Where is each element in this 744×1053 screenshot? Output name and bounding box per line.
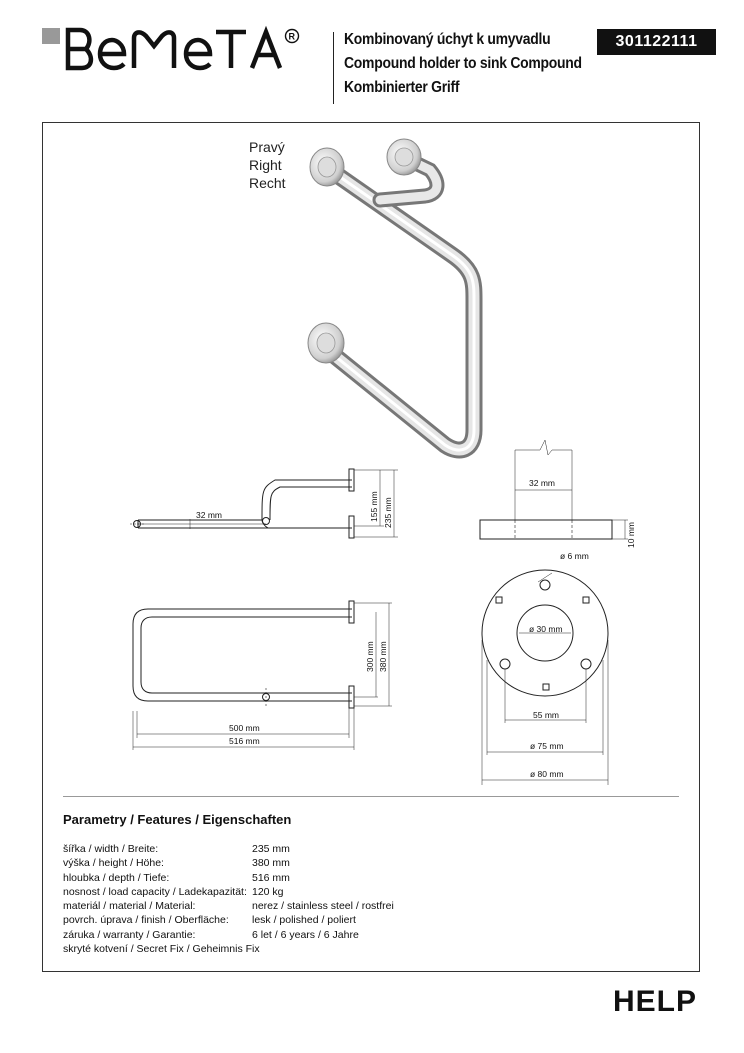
title-de: Kombinierter Griff bbox=[344, 79, 460, 96]
flange-side-view bbox=[480, 440, 628, 539]
title-en: Compound holder to sink Compound bbox=[344, 55, 582, 72]
variant-de: Recht bbox=[249, 175, 286, 191]
dim-300: 300 mm bbox=[365, 641, 375, 672]
flange-front-view bbox=[482, 570, 608, 785]
feature-value: 380 mm bbox=[252, 857, 290, 870]
dim-75: ø 75 mm bbox=[530, 741, 564, 751]
dim-30: ø 30 mm bbox=[529, 624, 563, 634]
svg-text:R: R bbox=[288, 31, 295, 42]
feature-row bbox=[63, 871, 394, 885]
features-table bbox=[63, 842, 394, 956]
feature-row bbox=[63, 842, 394, 856]
feature-value: 120 kg bbox=[252, 885, 284, 898]
feature-key: hloubka / depth / Tiefe: bbox=[63, 871, 170, 884]
dim-32-side: 32 mm bbox=[196, 510, 222, 520]
side-view bbox=[130, 469, 398, 538]
top-view bbox=[133, 601, 392, 750]
feature-row bbox=[63, 928, 394, 942]
feature-key: skryté kotvení / Secret Fix / Geheimnis Fix bbox=[63, 943, 260, 956]
feature-row bbox=[63, 885, 394, 899]
dim-80: ø 80 mm bbox=[530, 769, 564, 779]
title-cz: Kombinovaný úchyt k umyvadlu bbox=[344, 31, 551, 48]
features-divider bbox=[63, 796, 679, 797]
dim-380: 380 mm bbox=[378, 641, 388, 672]
feature-key: povrch. úprava / finish / Oberfläche: bbox=[63, 914, 229, 927]
dim-516: 516 mm bbox=[229, 736, 260, 746]
dim-10: 10 mm bbox=[626, 522, 636, 548]
dim-6: ø 6 mm bbox=[560, 551, 589, 561]
feature-value: 235 mm bbox=[252, 843, 290, 855]
dim-155: 155 mm bbox=[369, 491, 379, 522]
dim-55: 55 mm bbox=[533, 710, 559, 720]
feature-row bbox=[63, 899, 394, 913]
feature-key: materiál / material / Material: bbox=[63, 900, 196, 913]
features-title: Parametry / Features / Eigenschaften bbox=[63, 812, 292, 827]
feature-value: 516 mm bbox=[252, 871, 290, 884]
dim-235: 235 mm bbox=[383, 497, 393, 528]
variant-cz: Pravý bbox=[249, 139, 285, 155]
feature-row bbox=[63, 913, 394, 927]
feature-key: záruka / warranty / Garantie: bbox=[63, 928, 196, 941]
feature-row bbox=[63, 856, 394, 870]
feature-key: výška / height / Höhe: bbox=[63, 857, 164, 870]
product-render bbox=[308, 139, 474, 450]
variant-en: Right bbox=[249, 157, 282, 173]
series-name: HELP bbox=[613, 985, 698, 1018]
feature-value: nerez / stainless steel / rostfrei bbox=[252, 900, 394, 913]
feature-key: šířka / width / Breite: bbox=[63, 843, 159, 855]
feature-key: nosnost / load capacity / Ladekapazität: bbox=[63, 885, 247, 898]
feature-row bbox=[63, 942, 394, 956]
dim-500: 500 mm bbox=[229, 723, 260, 733]
feature-value: 6 let / 6 years / 6 Jahre bbox=[252, 928, 359, 941]
feature-value: lesk / polished / poliert bbox=[252, 914, 356, 927]
product-code: 301122111 bbox=[597, 29, 716, 55]
dim-32-flange: 32 mm bbox=[529, 478, 555, 488]
